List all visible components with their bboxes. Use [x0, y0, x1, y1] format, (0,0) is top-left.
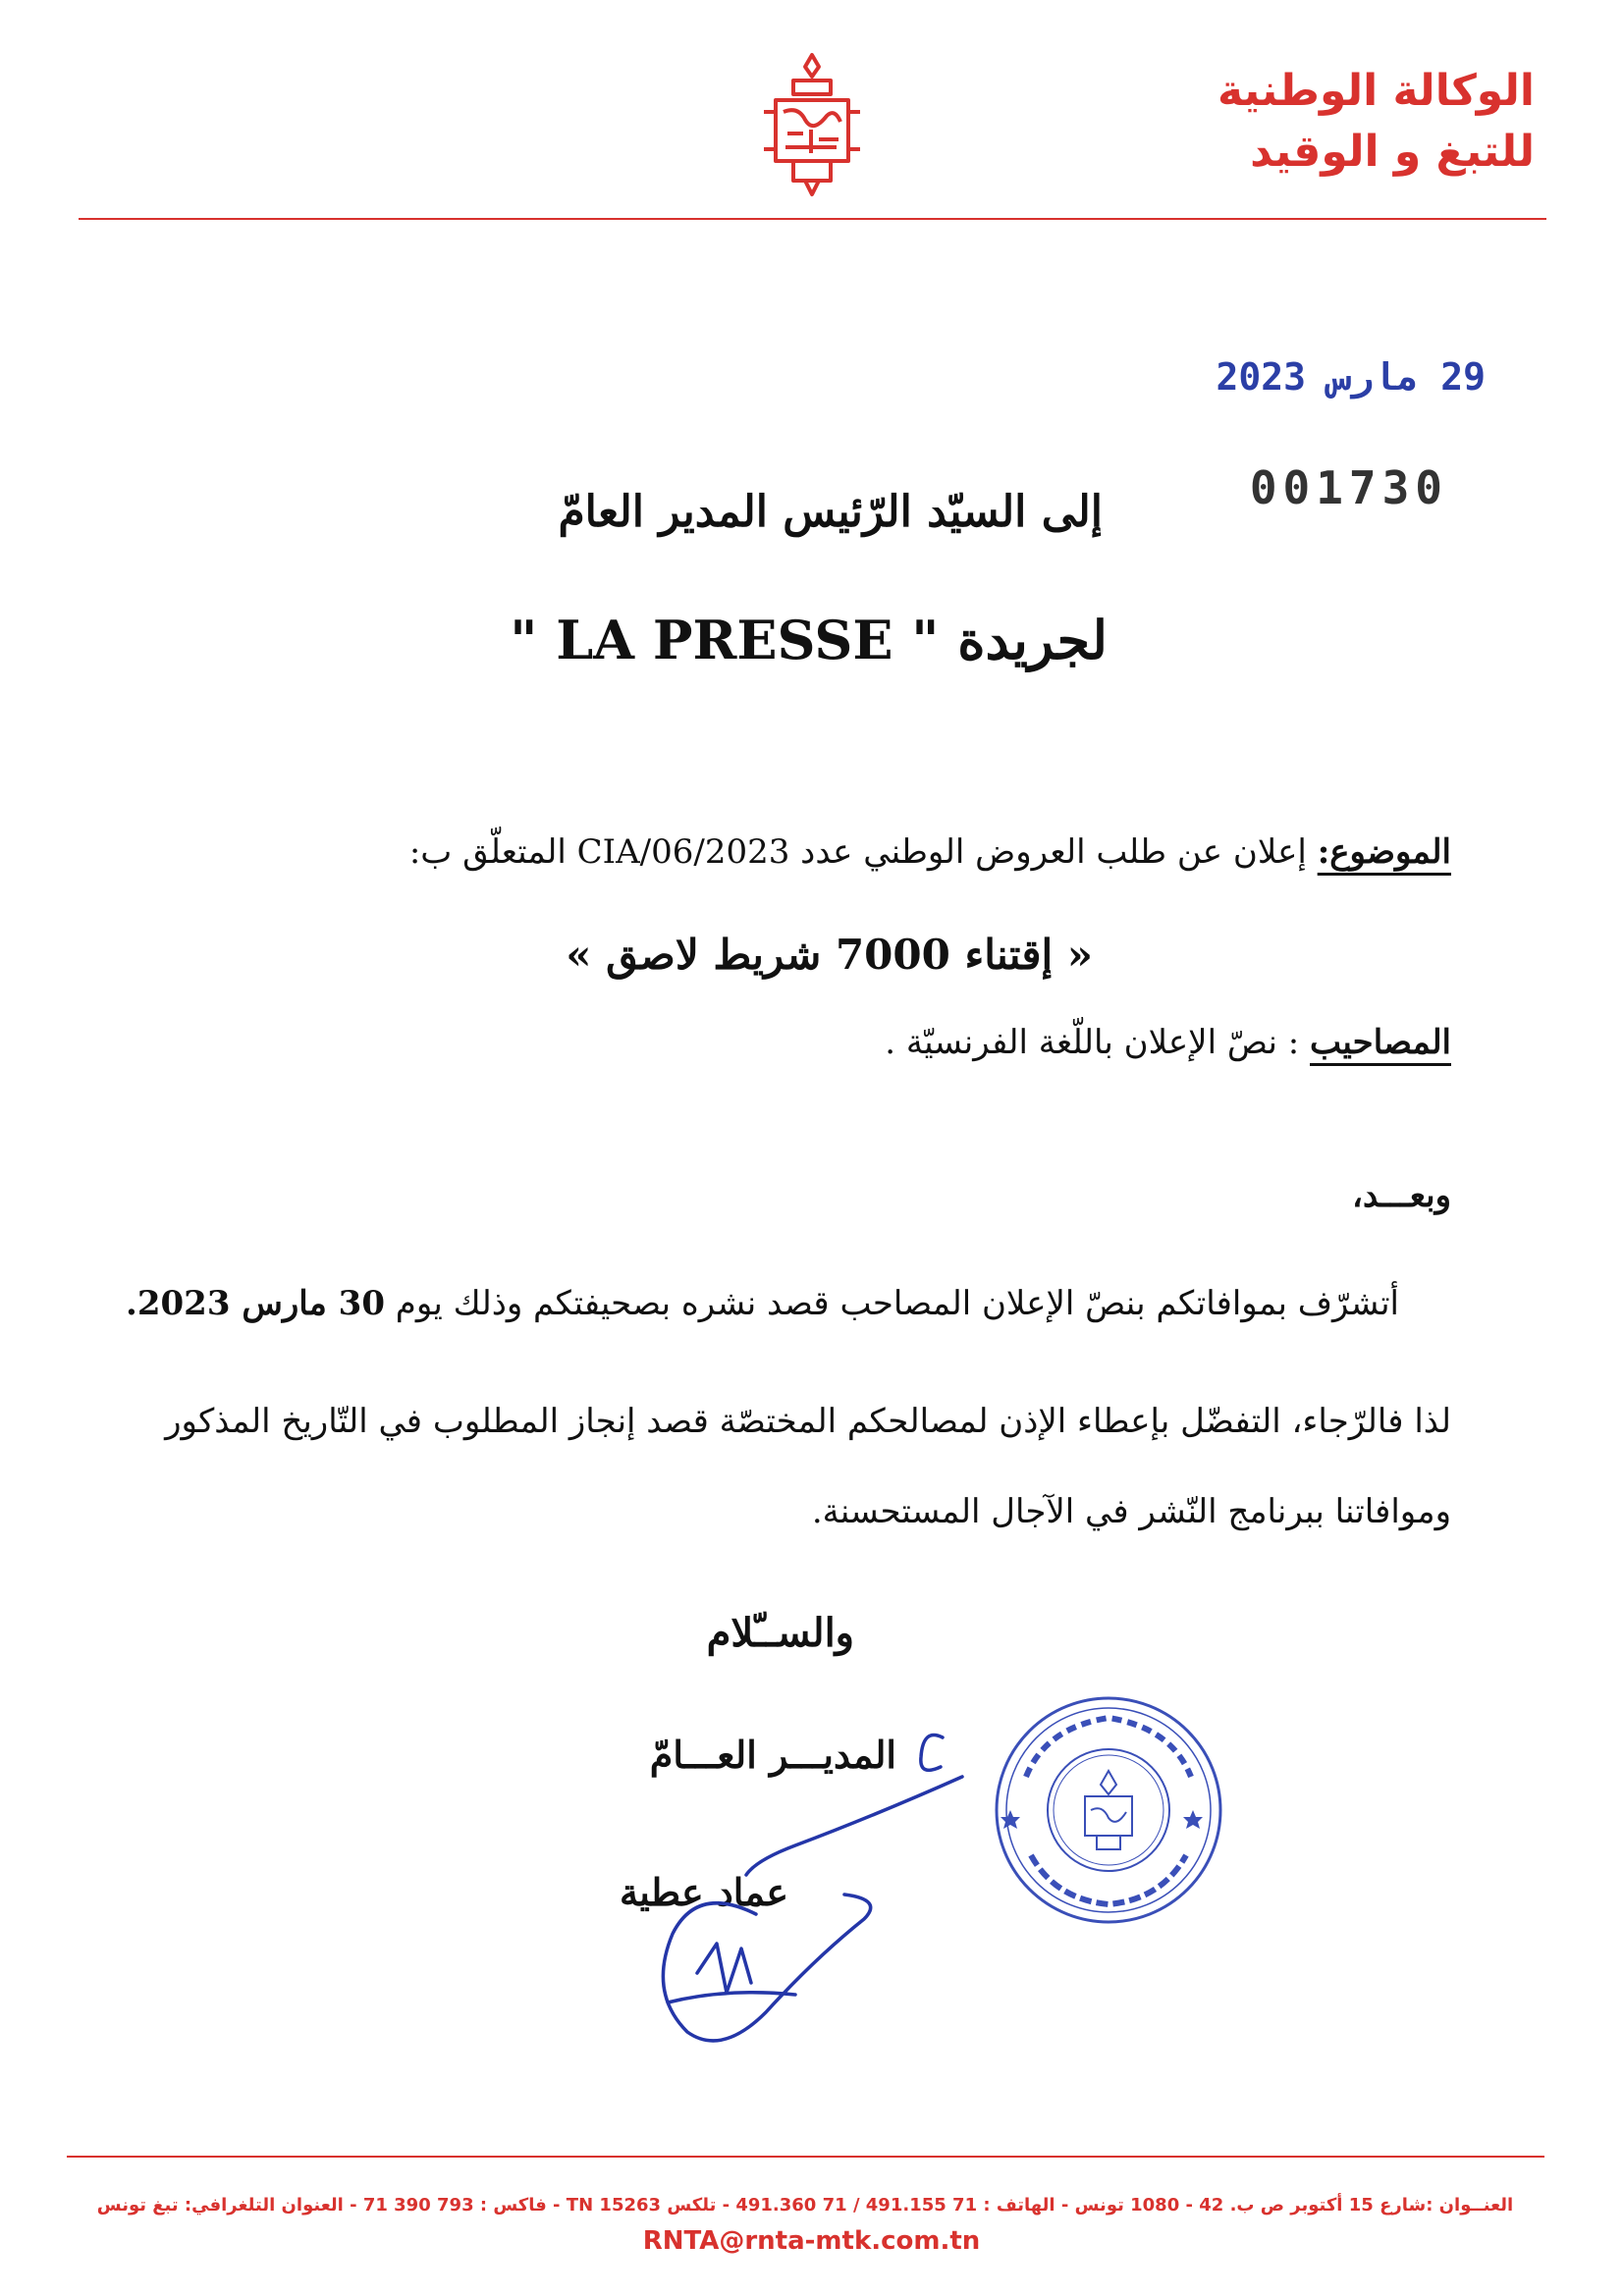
greeting: وبعـــد،	[1352, 1176, 1451, 1215]
body-paragraph-1	[126, 1284, 1399, 1323]
date-stamp: 29 مارس 2023	[1216, 355, 1486, 399]
attachment-line	[885, 1023, 1451, 1062]
agency-emblem-icon	[754, 51, 870, 198]
attachment-label: المصاحيب	[1310, 1023, 1451, 1062]
body-paragraph-2-line1: لذا فالرّجاء، التفضّل بإعطاء الإذن لمصالحكم المختصّة قصد إنجاز المطلوب في التّاريخ المذكور	[165, 1402, 1451, 1441]
subject-line	[409, 832, 1451, 872]
body-paragraph-1-text: أتشرّف بموافاتكم بنصّ الإعلان المصاحب قصد نشره بصحيفتكم وذلك يوم	[384, 1284, 1399, 1323]
header-divider	[79, 218, 1546, 220]
organization-name-line2: للتبغ و الوقيد	[1250, 127, 1535, 177]
handwritten-signature-icon	[550, 1708, 982, 2061]
subject-text: إعلان عن طلب العروض الوطني عدد 2023/CIA/06 المتعلّق ب:	[408, 832, 1318, 872]
footer-divider	[67, 2156, 1544, 2158]
closing-salutation: والســّلام	[706, 1610, 854, 1656]
signatory-name: عماد عطية	[619, 1870, 788, 1914]
addressee-line2: لجريدة " LA PRESSE "	[510, 609, 1108, 671]
subject-label: الموضوع:	[1317, 832, 1451, 872]
subject-title: « إقتناء 7000 شريط لاصق »	[566, 931, 1093, 979]
attachment-text: : نصّ الإعلان باللّغة الفرنسيّة .	[885, 1023, 1311, 1062]
footer-email: RNTA@rnta-mtk.com.tn	[642, 2226, 981, 2256]
footer-address: العنــوان :شارع 15 أكتوبر ص ب. 42 - 1080 تونس - الهاتف : 71 491.155 / 71 491.360 - تلكس 15263 TN - فاكس : 793 390 71 - العنوان التلغرافي: تبغ تونس	[96, 2195, 1514, 2216]
organization-name-line1: الوكالة الوطنية	[1217, 66, 1535, 116]
official-seal-icon	[987, 1688, 1230, 1932]
signatory-title: المديـــر العـــامّ	[649, 1733, 896, 1777]
organization-name	[1122, 61, 1535, 183]
body-paragraph-2-line2: وموافاتنا ببرنامج النّشر في الآجال المستحسنة.	[811, 1492, 1451, 1531]
addressee-line1: إلى السيّد الرّئيس المدير العامّ	[558, 487, 1103, 537]
reference-number: 001730	[1249, 461, 1448, 514]
publication-date: 30 مارس 2023.	[126, 1284, 385, 1323]
